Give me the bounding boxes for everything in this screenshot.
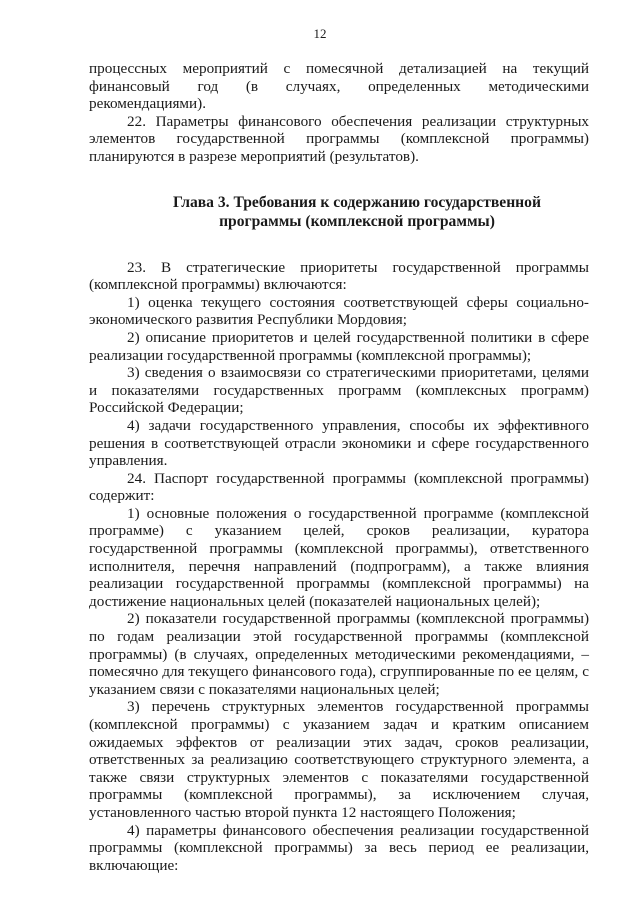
list-item-24-4: 4) параметры финансового обеспечения реализации государственной программы (комплексной программы) за весь период ее реализации, включающие: xyxy=(89,821,589,874)
document-body xyxy=(89,60,589,874)
chapter-heading xyxy=(89,193,589,231)
page-number: 12 xyxy=(313,26,327,41)
paragraph-24: 24. Паспорт государственной программы (комплексной программы) содержит: xyxy=(89,469,589,505)
list-item-24-3: 3) перечень структурных элементов государственной программы (комплексной программы) с указанием задач и кратким описанием ожидаемых эффектов от реализации этих задач, сроков реализации, ответственных за реализацию соответствующего структурного элемента, а также связи структурных элементов с показателями государственной программы (комплексной программы), за исключением случая, установленного частью второй пункта 12 настоящего Положения; xyxy=(89,698,589,821)
chapter-heading-line-2: программы (комплексной программы) xyxy=(219,212,495,230)
list-item-23-2: 2) описание приоритетов и целей государственной политики в сфере реализации государственной программы (комплексной программы); xyxy=(89,328,589,364)
paragraph-continuation: процессных мероприятий с помесячной детализацией на текущий финансовый год (в случаях, определенных методическими рекомендациями). xyxy=(89,60,589,113)
list-item-24-2: 2) показатели государственной программы (комплексной программы) по годам реализации этой государственной программы (комплексной программы) (в случаях, определенных методическими рекомендациями, – помесячно для текущего финансового года), сгруппированные по ее целям, с указанием связи с показателями национальных целей; xyxy=(89,610,589,698)
list-item-23-1: 1) оценка текущего состояния соответствующей сферы социально-экономического развития Республики Мордовия; xyxy=(89,293,589,329)
chapter-heading-line-1: Глава 3. Требования к содержанию государственной xyxy=(173,193,541,211)
list-item-24-1: 1) основные положения о государственной программе (комплексной программе) с указанием целей, сроков реализации, куратора государственной программы (комплексной программы), ответственного исполнителя, перечня направлений (подпрограмм), а также влияния реализации государственной программы (комплексной программы) на достижение национальных целей (показателей национальных целей); xyxy=(89,504,589,610)
list-item-23-4: 4) задачи государственного управления, способы их эффективного решения в соответствующей отрасли экономики и сфере государственного управления. xyxy=(89,416,589,470)
paragraph-22: 22. Параметры финансового обеспечения реализации структурных элементов государственной программы (комплексной программы) планируются в разрезе мероприятий (результатов). xyxy=(89,112,589,165)
list-item-23-3: 3) сведения о взаимосвязи со стратегическими приоритетами, целями и показателями государственных программ (комплексных программ) Российской Федерации; xyxy=(89,364,589,417)
paragraph-23: 23. В стратегические приоритеты государственной программы (комплексной программы) включаются: xyxy=(89,258,589,294)
